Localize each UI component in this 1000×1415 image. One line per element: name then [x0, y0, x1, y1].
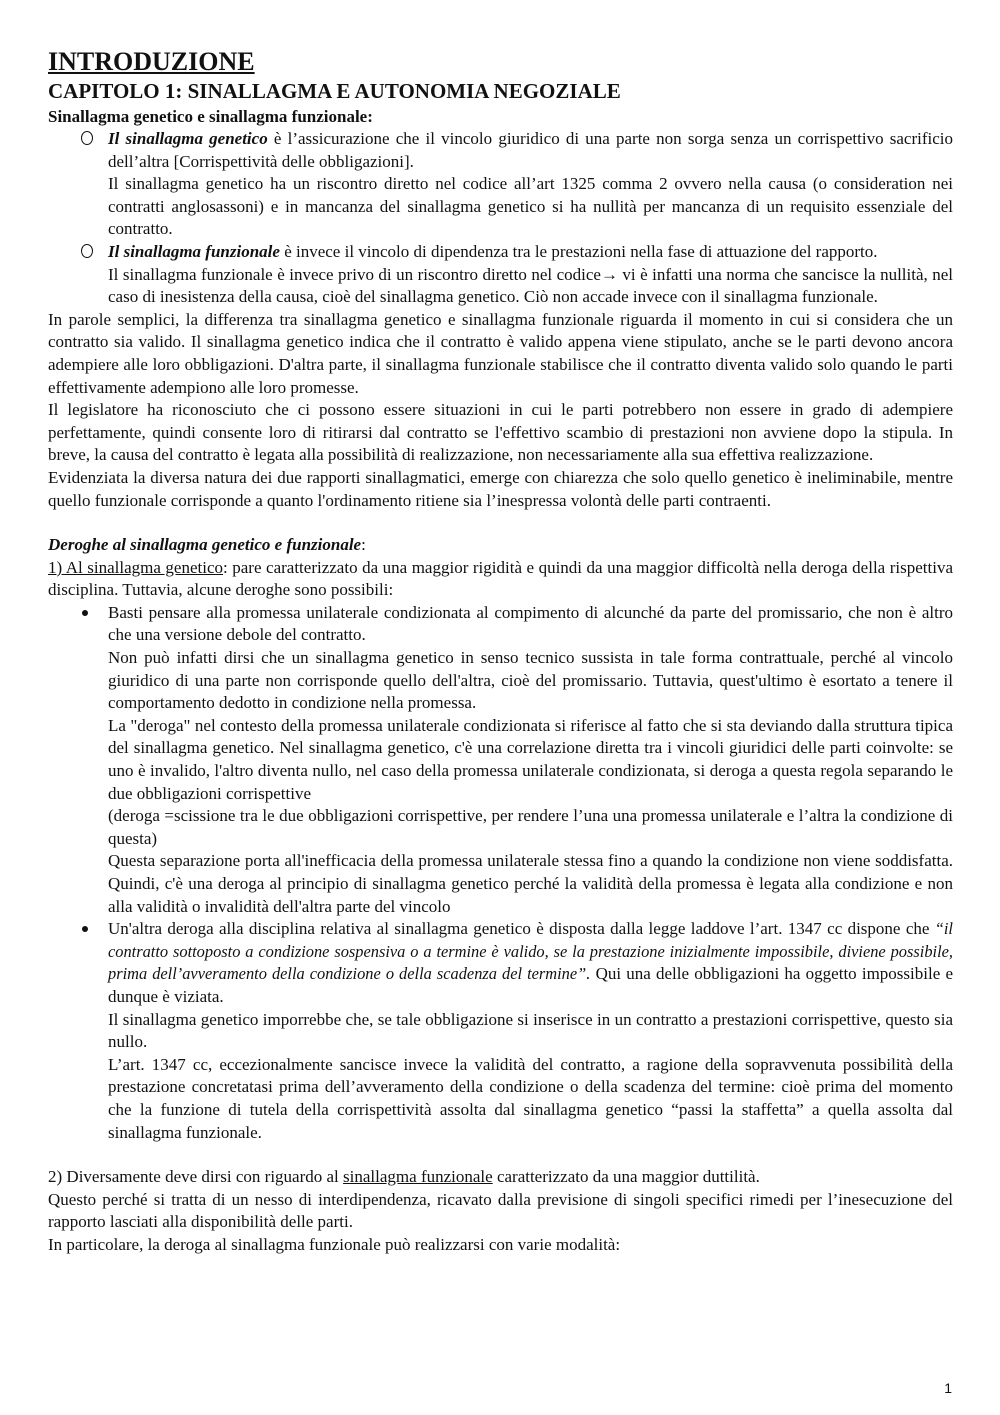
section-heading: Sinallagma genetico e sinallagma funzionale:	[48, 107, 373, 126]
definitions-list	[48, 128, 953, 309]
list-paragraph: La "deroga" nel contesto della promessa unilaterale condizionata si riferisce al fatto che si sta deviando dalla struttura tipica del sinallagma genetico. Nel sinallagma genetico, c'è una correlazione diretta tra i vincoli giuridici delle parti coinvolte: se uno è invalido, l'altro diventa nullo, nel caso della promessa unilaterale condizionata, si deroga a questa regola separando le due obbligazioni corrispettive	[108, 715, 953, 803]
page-number: 1	[944, 1380, 952, 1396]
deroghe-heading-text: Deroghe al sinallagma genetico e funzionale	[48, 535, 362, 555]
deroghe-heading-colon: :	[361, 535, 366, 555]
body-paragraph: Questo perché si tratta di un nesso di interdipendenza, ricavato dalla previsione di singoli specifici rimedi per l’inesecuzione del rapporto lasciati alla disponibilità delle parti.	[48, 1189, 953, 1232]
list-item	[48, 918, 953, 1144]
definition-paragraph: Il sinallagma genetico ha un riscontro diretto nel codice all’art 1325 comma 2 ovvero nella causa (o consideration nei contratti anglosassoni) e in mancanza del sinallagma genetico si ha nullità per mancanza di un requisito essenziale del contratto.	[108, 174, 953, 239]
list-paragraph	[108, 918, 953, 1008]
law-quote: “il contratto sottoposto a condizione sospensiva o a termine è valido, se la prestazione inizialmente impossibile, diviene possibile, prima dell’avveramento della condizione o della scadenza del termine”.	[108, 919, 953, 984]
chapter-title: CAPITOLO 1: SINALLAGMA E AUTONOMIA NEGOZIALE	[48, 79, 621, 103]
deroghe-heading	[48, 534, 953, 557]
funzionale-text: 2) Diversamente deve dirsi con riguardo al	[48, 1167, 344, 1187]
genetico-label: 1) Al sinallagma genetico	[48, 557, 224, 577]
list-item	[48, 602, 953, 918]
definition-paragraph: Il sinallagma funzionale è invece privo di un riscontro diretto nel codice→ vi è infatti una norma che sancisce la nullità, nel caso di inesistenza della causa, cioè del sinallagma genetico. Ciò non accade invece con il sinallagma funzionale.	[108, 264, 953, 307]
list-item	[48, 128, 953, 241]
definition-paragraph	[108, 128, 953, 173]
list-item	[48, 241, 953, 309]
bullet-icon	[82, 926, 88, 932]
term-label: Il sinallagma funzionale	[108, 241, 280, 261]
funzionale-text: caratterizzato da una maggior duttilità.	[492, 1167, 760, 1187]
body-paragraph	[48, 557, 953, 602]
circle-bullet-icon	[81, 244, 93, 258]
list-paragraph: Basti pensare alla promessa unilaterale condizionata al compimento di alcunché da parte del promissario, che non è altro che una versione debole del contratto.	[108, 602, 953, 645]
funzionale-label: sinallagma funzionale	[343, 1167, 493, 1187]
list-paragraph: Il sinallagma genetico imporrebbe che, se tale obbligazione si inserisce in un contratto a prestazioni corrispettive, questo sia nullo.	[108, 1009, 953, 1052]
body-paragraph: In particolare, la deroga al sinallagma funzionale può realizzarsi con varie modalità:	[48, 1234, 621, 1254]
spacer	[48, 512, 953, 534]
document-title: INTRODUZIONE	[48, 47, 255, 76]
body-paragraph: In parole semplici, la differenza tra sinallagma genetico e sinallagma funzionale riguarda il momento in cui si considera che un contratto sia valido. Il sinallagma genetico indica che il contratto è valido appena viene stipulato, anche se le parti devono ancora adempiere alle loro obbligazioni. D'altra parte, il sinallagma funzionale stabilisce che il contratto diventa valido solo quando le parti effettivamente adempiono alle loro promesse.	[48, 309, 953, 397]
definition-paragraph	[108, 241, 953, 264]
list-paragraph: L’art. 1347 cc, eccezionalmente sancisce invece la validità del contratto, a ragione della sopravvenuta possibilità della prestazione concretatasi prima dell’avveramento della condizione o della scadenza del termine: cioè prima del momento che la funzione di tutela della corrispettività assolta dal sinallagma genetico “passi la staffetta” a quella assolta dal sinallagma funzionale.	[108, 1054, 953, 1142]
definition-text: è l’assicurazione che il vincolo giuridico di una parte non sorga senza un corrispettivo sacrificio dell’altra [Corrispettività delle obbligazioni].	[108, 129, 953, 171]
list-paragraph: Non può infatti dirsi che un sinallagma genetico in senso tecnico sussista in tale forma contrattuale, perché al vincolo giuridico di una parte non corrisponde quello dell'altra, cioè del promissario. Tuttavia, quest'ultimo è esortato a tenere il comportamento dedotto in condizione nella promessa.	[108, 648, 953, 713]
genetico-text: : pare caratterizzato da una maggior rigidità e quindi da una maggior difficoltà nella deroga della rispettiva disciplina. Tuttavia, alcune deroghe sono possibili:	[48, 557, 954, 600]
term-label: Il sinallagma genetico	[108, 129, 268, 148]
list-text: Un'altra deroga alla disciplina relativa al sinallagma genetico è disposta dalla legge laddove l’art. 1347 cc dispone che	[108, 919, 935, 939]
body-paragraph	[48, 1166, 953, 1189]
list-paragraph: Questa separazione porta all'inefficacia della promessa unilaterale stessa fino a quando la condizione non viene soddisfatta. Quindi, c'è una deroga al principio di sinallagma genetico perché la validità della promessa è legata alla condizione e non alla validità o invalidità dell'altra parte del vincolo	[108, 851, 953, 916]
spacer	[48, 1144, 953, 1166]
document-page	[48, 46, 953, 1257]
definition-text: è invece il vincolo di dipendenza tra le prestazioni nella fase di attuazione del rapporto.	[279, 241, 878, 261]
body-paragraph: Evidenziata la diversa natura dei due rapporti sinallagmatici, emerge con chiarezza che solo quello genetico è ineliminabile, mentre quello funzionale corrisponde a quanto l'ordinamento ritiene sia l’inespressa volontà delle parti contraenti.	[48, 467, 953, 510]
list-text: Qui una delle obbligazioni ha oggetto impossibile e dunque è viziata.	[108, 964, 954, 1006]
list-paragraph: (deroga =scissione tra le due obbligazioni corrispettive, per rendere l’una una promessa unilaterale e l’altra la condizione di questa)	[108, 806, 953, 848]
bullet-icon	[82, 610, 88, 616]
circle-bullet-icon	[81, 131, 93, 145]
body-paragraph: Il legislatore ha riconosciuto che ci possono essere situazioni in cui le parti potrebbero non essere in grado di adempiere perfettamente, quindi consente loro di ritirarsi dal contratto se l'effettivo scambio di prestazioni non avviene dopo la stipula. In breve, la causa del contratto è legata alla possibilità di realizzazione, non necessariamente alla sua effettiva realizzazione.	[48, 400, 953, 465]
deroghe-list	[48, 602, 953, 1144]
